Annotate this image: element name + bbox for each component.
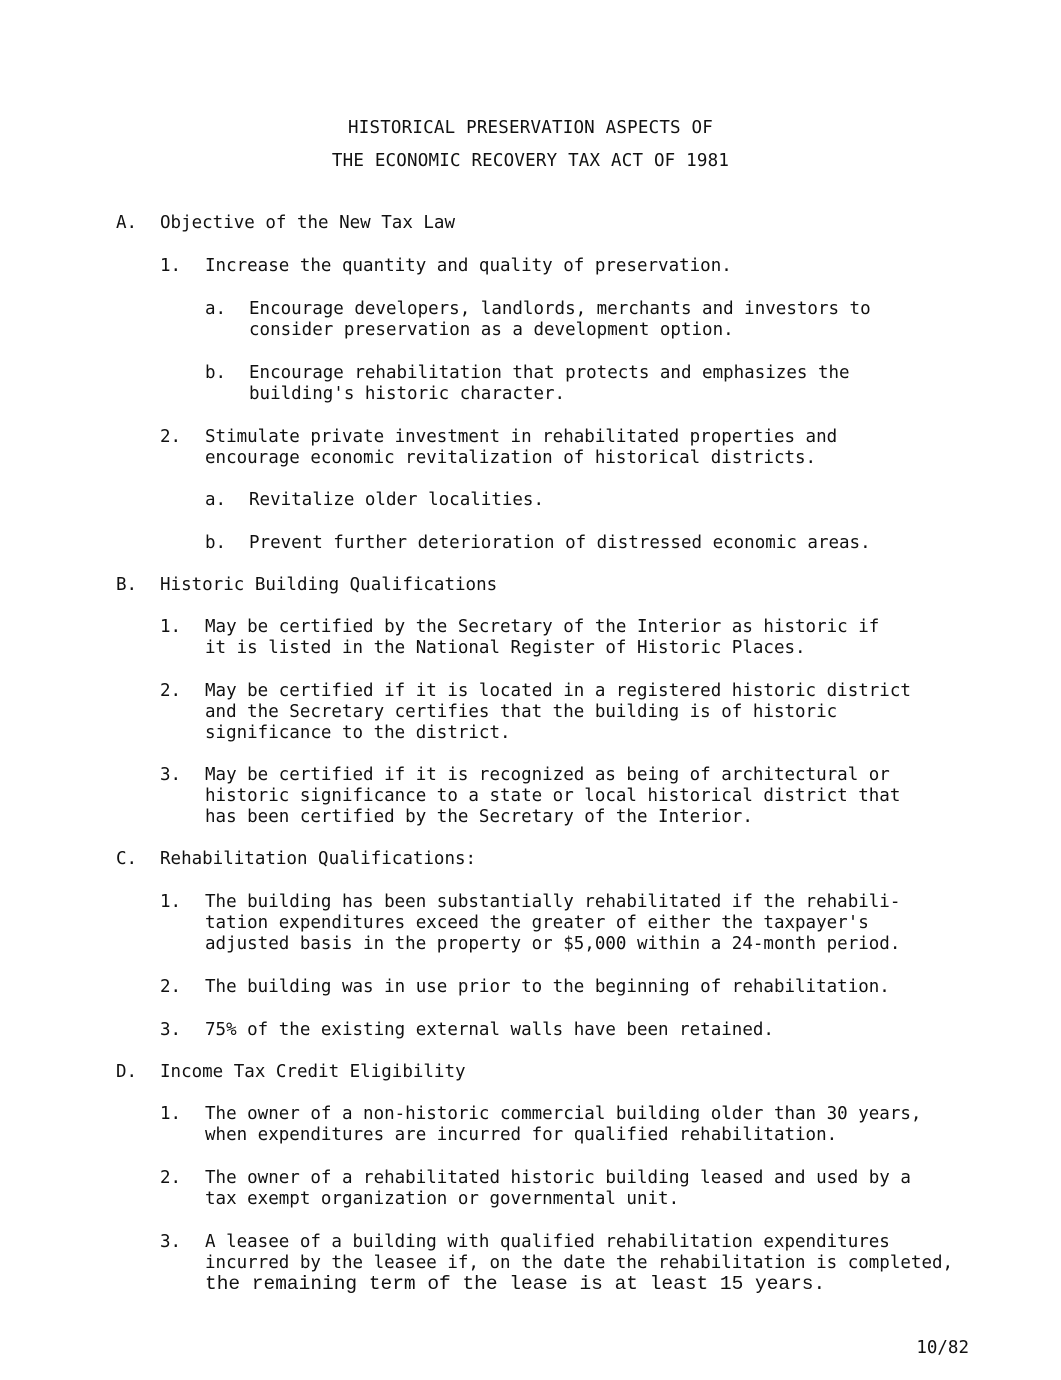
- item-text: 75% of the existing external walls have been retained.: [205, 1020, 774, 1040]
- item-marker: 3.: [160, 1232, 182, 1252]
- sub-marker: a.: [205, 490, 227, 510]
- section-heading: Rehabilitation Qualifications:: [160, 849, 477, 869]
- item-text: it is listed in the National Register of Historic Places.: [205, 638, 806, 658]
- item-marker: 2.: [160, 427, 182, 447]
- section-marker: A.: [116, 213, 138, 233]
- item-text: tation expenditures exceed the greater of either the taxpayer's: [205, 913, 869, 933]
- section-heading: Objective of the New Tax Law: [160, 213, 456, 233]
- item-marker: 2.: [160, 977, 182, 997]
- section-heading: Income Tax Credit Eligibility: [160, 1062, 466, 1082]
- item-text: May be certified if it is recognized as being of architectural or: [205, 765, 890, 785]
- item-marker: 3.: [160, 765, 182, 785]
- item-text: A leasee of a building with qualified rehabilitation expenditures: [205, 1232, 890, 1252]
- item-marker: 3.: [160, 1020, 182, 1040]
- title-line-2: THE ECONOMIC RECOVERY TAX ACT OF 1981: [331, 151, 730, 171]
- item-text: adjusted basis in the property or $5,000 within a 24-month period.: [205, 934, 901, 954]
- item-text: the remaining term of the lease is at least 15 years.: [205, 1273, 826, 1295]
- section-marker: D.: [116, 1062, 138, 1082]
- item-text: when expenditures are incurred for qualified rehabilitation.: [205, 1125, 838, 1145]
- item-text: The building has been substantially rehabilitated if the rehabili-: [205, 892, 901, 912]
- item-marker: 1.: [160, 1104, 182, 1124]
- page-footer-date: 10/82: [916, 1338, 969, 1358]
- sub-text: consider preservation as a development option.: [249, 320, 734, 340]
- item-text: tax exempt organization or governmental unit.: [205, 1189, 680, 1209]
- item-marker: 2.: [160, 1168, 182, 1188]
- section-marker: C.: [116, 849, 138, 869]
- item-text: May be certified if it is located in a registered historic district: [205, 681, 911, 701]
- item-text: May be certified by the Secretary of the Interior as historic if: [205, 617, 880, 637]
- sub-text: building's historic character.: [249, 384, 566, 404]
- item-marker: 1.: [160, 256, 182, 276]
- sub-marker: b.: [205, 363, 227, 383]
- item-text: encourage economic revitalization of historical districts.: [205, 448, 817, 468]
- section-marker: B.: [116, 575, 138, 595]
- sub-text: Encourage rehabilitation that protects and emphasizes the: [249, 363, 850, 383]
- item-text: Increase the quantity and quality of preservation.: [205, 256, 732, 276]
- item-text: and the Secretary certifies that the building is of historic: [205, 702, 838, 722]
- section-heading: Historic Building Qualifications: [160, 575, 498, 595]
- item-text: The owner of a rehabilitated historic building leased and used by a: [205, 1168, 911, 1188]
- item-text: significance to the district.: [205, 723, 511, 743]
- item-marker: 1.: [160, 892, 182, 912]
- sub-text: Prevent further deterioration of distressed economic areas.: [249, 533, 871, 553]
- sub-text: Revitalize older localities.: [249, 490, 545, 510]
- sub-marker: b.: [205, 533, 227, 553]
- item-text: The owner of a non-historic commercial building older than 30 years,: [205, 1104, 922, 1124]
- item-marker: 1.: [160, 617, 182, 637]
- title-line-1: HISTORICAL PRESERVATION ASPECTS OF: [347, 118, 714, 138]
- item-marker: 2.: [160, 681, 182, 701]
- item-text: Stimulate private investment in rehabilitated properties and: [205, 427, 838, 447]
- item-text: has been certified by the Secretary of the Interior.: [205, 807, 753, 827]
- item-text: incurred by the leasee if, on the date the rehabilitation is completed,: [205, 1253, 954, 1273]
- item-text: The building was in use prior to the beginning of rehabilitation.: [205, 977, 890, 997]
- sub-text: Encourage developers, landlords, merchants and investors to: [249, 299, 871, 319]
- sub-marker: a.: [205, 299, 227, 319]
- item-text: historic significance to a state or local historical district that: [205, 786, 901, 806]
